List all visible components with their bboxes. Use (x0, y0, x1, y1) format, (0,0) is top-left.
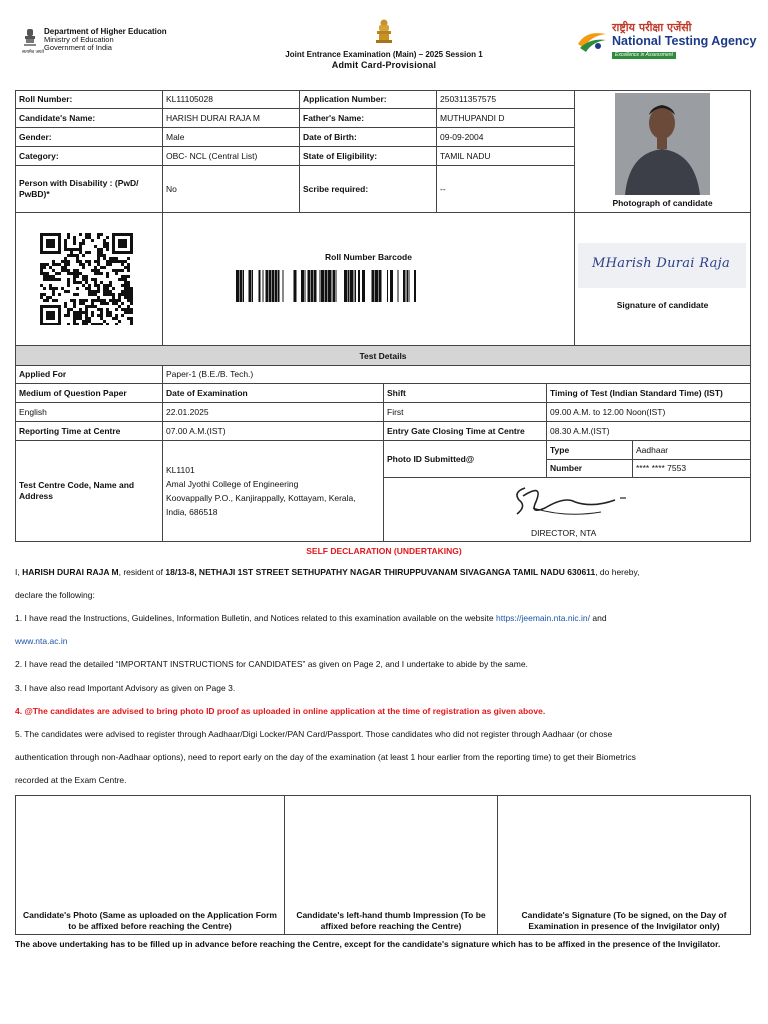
application-number-label: Application Number: (299, 90, 437, 109)
candidate-name-label: Candidate's Name: (15, 108, 163, 128)
centre-address-line-1: Koovappally P.O., Kanjirappally, Kottayam, Kerala, (166, 493, 356, 503)
category-label: Category: (15, 146, 163, 166)
reporting-time-label: Reporting Time at Centre (15, 421, 163, 441)
reporting-time-value: 07.00 A.M.(IST) (162, 421, 384, 441)
candidate-signature-box-caption: Candidate's Signature (To be signed, on the Day of Examination in presence of the Invigilator only) (521, 910, 727, 931)
roll-number-barcode-icon (236, 270, 418, 302)
declaration-title: SELF DECLARATION (UNDERTAKING) (306, 546, 462, 556)
declaration-point-3: 3. I have also read Important Advisory as given on Page 3. (15, 683, 236, 693)
thumb-impression-box (284, 795, 498, 935)
nta-english-name: National Testing Agency (612, 34, 757, 48)
pwd-value: No (162, 165, 300, 213)
state-value: TAMIL NADU (436, 146, 575, 166)
photo-caption: Photograph of candidate (612, 198, 713, 208)
scribe-value: -- (436, 165, 575, 213)
intro-mid: , resident of (118, 567, 166, 577)
dob-label: Date of Birth: (299, 127, 437, 147)
signature-caption: Signature of candidate (616, 300, 709, 310)
candidate-photo (615, 93, 710, 195)
footer-note: The above undertaking has to be filled up in advance before reaching the Centre, except for the candidate's signature which has to be affixed in the presence of the Invigilator. (15, 939, 721, 949)
centre-name: Amal Jyothi College of Engineering (166, 479, 299, 489)
point-1-and: and (590, 613, 607, 623)
admit-card-title: Admit Card-Provisional (331, 60, 437, 70)
centre-code: KL1101 (166, 465, 195, 475)
medium-value: English (15, 402, 163, 422)
nta-logo-block (576, 22, 756, 59)
nta-tagline: Excellence in Assessment (612, 52, 676, 59)
dept-line-2: Ministry of Education (44, 35, 114, 44)
shift-label: Shift (383, 383, 547, 403)
roll-number-value: KL11105028 (162, 90, 300, 109)
scribe-label: Scribe required: (299, 165, 437, 213)
declaration-intro-line-2: declare the following: (15, 590, 95, 600)
father-name-value: MUTHUPANDI D (436, 108, 575, 128)
nta-logo-icon (576, 28, 608, 54)
state-label: State of Eligibility: (299, 146, 437, 166)
point-1-text: 1. I have read the Instructions, Guidelines, Information Bulletin, and Notices related to this examination available on the website (15, 613, 496, 623)
declaration-point-1 (15, 613, 751, 624)
intro-suffix: , do hereby, (595, 567, 640, 577)
id-type-label: Type (546, 440, 633, 460)
emblem-caption: सत्यमेव जयते (22, 50, 45, 55)
pwd-label: Person with Disability : (PwD/ PwBD)* (15, 165, 163, 213)
declaration-point-4: 4. @The candidates are advised to bring photo ID proof as uploaded in online application at the time of registration as given above. (15, 706, 546, 716)
intro-prefix: I, (15, 567, 23, 577)
medium-label: Medium of Question Paper (15, 383, 163, 403)
exam-date-label: Date of Examination (162, 383, 384, 403)
timing-label: Timing of Test (Indian Standard Time) (IST) (546, 383, 751, 403)
centre-address-line-2: India, 686518 (166, 507, 218, 517)
test-details-header: Test Details (15, 345, 751, 366)
affix-photo-box (15, 795, 285, 935)
id-type-value: Aadhaar (632, 440, 751, 460)
gender-value: Male (162, 127, 300, 147)
shift-value: First (383, 402, 547, 422)
director-label: DIRECTOR, NTA (531, 528, 597, 538)
candidate-name-value: HARISH DURAI RAJA M (162, 108, 300, 128)
applied-for-value: Paper-1 (B.E./B. Tech.) (162, 365, 751, 384)
application-number-value: 250311357575 (436, 90, 575, 109)
id-number-label: Number (546, 459, 633, 478)
declaration-point-2: 2. I have read the detailed “IMPORTANT INSTRUCTIONS for CANDIDATES” as given on Page 2, and I undertake to abide by the same. (15, 659, 528, 669)
intro-name: HARISH DURAI RAJA M (22, 567, 119, 577)
declaration-point-5-line-1: 5. The candidates were advised to register through Aadhaar/Digi Locker/PAN Card/Passport. Those candidates who did not register through Aadhaar (or chose (15, 729, 613, 739)
page-header (0, 0, 768, 80)
father-name-label: Father's Name: (299, 108, 437, 128)
candidate-signature-box (497, 795, 751, 935)
exam-date-value: 22.01.2025 (162, 402, 384, 422)
dept-line-3: Government of India (44, 43, 112, 52)
director-signature-icon (505, 478, 630, 526)
nta-hindi-name: राष्ट्रीय परीक्षा एजेंसी (612, 21, 692, 34)
declaration-point-5-line-3: recorded at the Exam Centre. (15, 775, 127, 785)
intro-address: 18/13-8, NETHAJI 1ST STREET SETHUPATHY NAGAR THIRUPPUVANAM SIVAGANGA TAMIL NADU 630611 (165, 567, 596, 577)
gender-label: Gender: (15, 127, 163, 147)
roll-number-label: Roll Number: (15, 90, 163, 109)
candidate-signature-image (578, 243, 746, 288)
barcode-caption: Roll Number Barcode (325, 252, 412, 262)
photo-id-label: Photo ID Submitted@ (383, 440, 547, 478)
test-centre-details (162, 440, 384, 542)
test-centre-label: Test Centre Code, Name and Address (15, 440, 163, 542)
gate-closing-label: Entry Gate Closing Time at Centre (383, 421, 547, 441)
declaration-point-5-line-2: authentication through non-Aadhaar options), need to report early on the day of the examination (at least 1 hour earlier from the reporting time) to get their Biometrics (15, 752, 636, 762)
affix-photo-caption: Candidate's Photo (Same as uploaded on the Application Form to be affixed before reaching the Centre) (23, 910, 277, 931)
thumb-impression-caption: Candidate's left-hand thumb Impression (To be affixed before reaching the Centre) (296, 910, 486, 931)
jeemain-link[interactable]: https://jeemain.nta.nic.in/ (496, 613, 591, 623)
ashoka-emblem-icon (374, 18, 394, 44)
person-silhouette-icon (615, 93, 710, 195)
qr-code-icon (40, 233, 136, 325)
signature-handwriting: MHarish Durai Raja (592, 256, 731, 271)
gate-closing-value: 08.30 A.M.(IST) (546, 421, 751, 441)
applied-for-label: Applied For (15, 365, 163, 384)
id-number-value: **** **** 7553 (632, 459, 751, 478)
dept-line-1: Department of Higher Education (44, 27, 167, 36)
declaration-intro (15, 567, 751, 578)
nta-website-link[interactable]: www.nta.ac.in (15, 636, 68, 646)
timing-value: 09.00 A.M. to 12.00 Noon(IST) (546, 402, 751, 422)
dob-value: 09-09-2004 (436, 127, 575, 147)
exam-title: Joint Entrance Examination (Main) – 2025 Session 1 (285, 50, 483, 59)
category-value: OBC- NCL (Central List) (162, 146, 300, 166)
